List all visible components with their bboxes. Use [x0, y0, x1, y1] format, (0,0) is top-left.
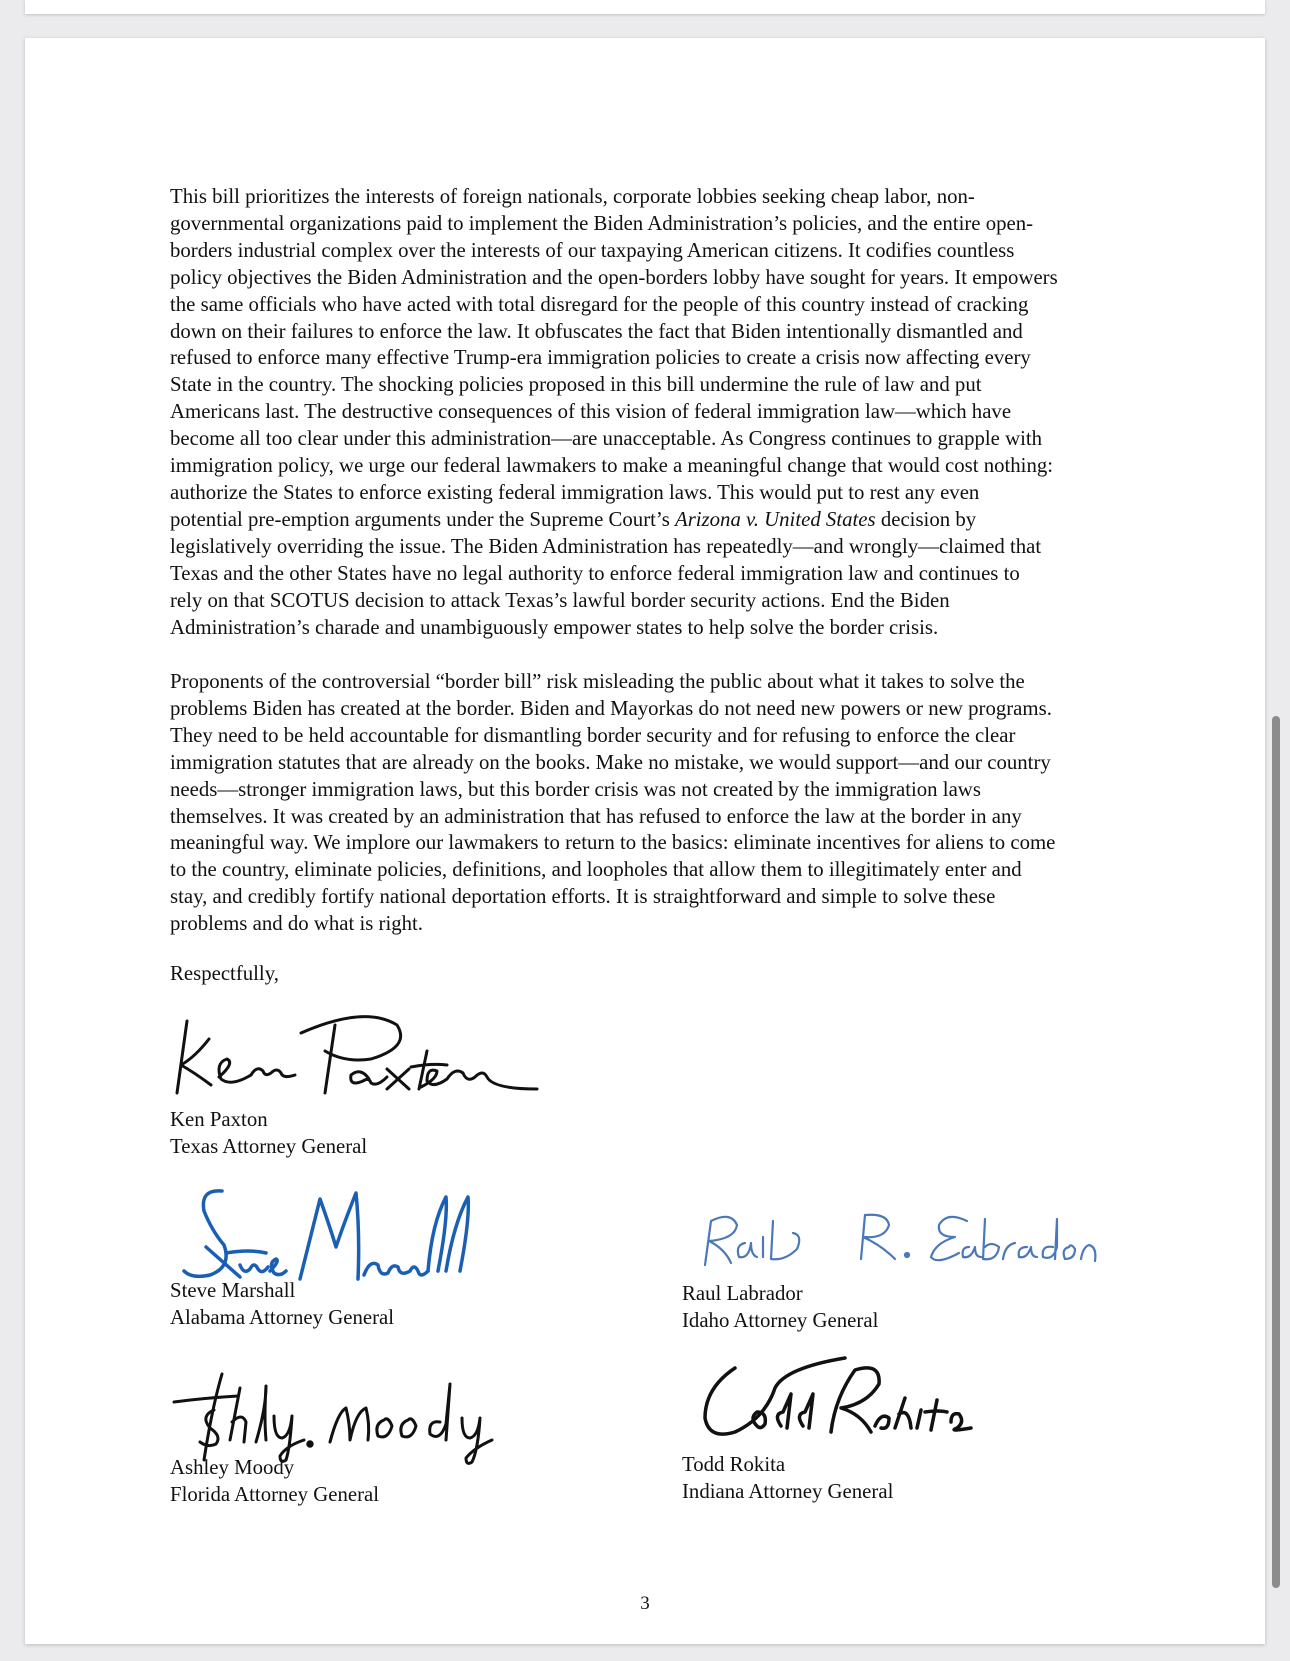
signatory-title: Texas Attorney General — [170, 1135, 368, 1158]
signatory-name: Todd Rokita — [682, 1453, 786, 1476]
paragraph-line: immigration statutes that are already on the books. Make no mistake, we would support—and our country — [170, 750, 1051, 774]
signature-ken-paxton — [165, 993, 545, 1113]
paragraph-line: authorize the States to enforce existing federal immigration laws. This would put to rest any even — [170, 480, 980, 504]
signatory-name: Raul Labrador — [682, 1282, 803, 1305]
case-citation: Arizona v. United States — [674, 507, 876, 531]
paragraph-line: Proponents of the controversial “border bill” risk misleading the public about what it takes to solve the — [170, 670, 1025, 693]
paragraph-1 — [170, 184, 1130, 641]
line-text-before: potential pre-emption arguments under the Supreme Court’s — [170, 507, 675, 531]
vertical-scrollbar[interactable] — [1272, 716, 1280, 1588]
paragraph-line: become all too clear under this administration—are unacceptable. As Congress continues to grapple with — [170, 427, 1043, 451]
paragraph-line: needs—stronger immigration laws, but this border crisis was not created by the immigration laws — [170, 777, 981, 801]
signatory-title: Indiana Attorney General — [682, 1480, 894, 1503]
paragraph-line: policy objectives the Biden Administration and the open-borders lobby have sought for years. It empowers — [170, 265, 1058, 289]
paragraph-line: refused to enforce many effective Trump-era immigration policies to create a crisis now affecting every — [170, 346, 1031, 370]
signatory-name: Ken Paxton — [170, 1108, 268, 1131]
paragraph-line: Texas and the other States have no legal authority to enforce federal immigration law and continues to — [170, 561, 1020, 585]
signatory-block-moody — [170, 1454, 379, 1508]
signatory-title: Alabama Attorney General — [170, 1306, 395, 1329]
signatory-name: Ashley Moody — [170, 1456, 295, 1479]
paragraph-line: problems and do what is right. — [170, 912, 423, 936]
paragraph-line: problems Biden has created at the border. Biden and Mayorkas do not need new powers or new programs. — [170, 696, 1052, 720]
signatory-title: Florida Attorney General — [170, 1483, 380, 1506]
signatory-name: Steve Marshall — [170, 1279, 296, 1302]
paragraph-line: legislatively overriding the issue. The Biden Administration has repeatedly—and wrongly—claimed that — [170, 534, 1042, 558]
paragraph-2 — [170, 669, 1130, 938]
signatory-block-paxton — [170, 1106, 367, 1160]
previous-page-edge — [25, 0, 1265, 14]
signatory-block-marshall — [170, 1277, 394, 1331]
paragraph-line: Americans last. The destructive consequences of this vision of federal immigration law—which have — [170, 400, 1012, 424]
paragraph-line: State in the country. The shocking policies proposed in this bill undermine the rule of law and put — [170, 373, 982, 397]
paragraph-line: borders industrial complex over the interests of our taxpaying American citizens. It codifies countless — [170, 238, 1015, 262]
signature-raul-labrador — [685, 1203, 1105, 1283]
paragraph-line: governmental organizations paid to implement the Biden Administration’s policies, and the entire open- — [170, 211, 1034, 235]
signatory-block-labrador — [682, 1280, 878, 1334]
paragraph-line: rely on that SCOTUS decision to attack Texas’s lawful border security actions. End the Biden — [170, 588, 950, 612]
signature-ashley-moody — [170, 1368, 580, 1468]
paragraph-line-with-case-citation — [170, 507, 1130, 534]
signature-todd-rokita — [695, 1348, 985, 1458]
page-number: 3 — [640, 1593, 650, 1614]
line-text-after: decision by — [875, 507, 977, 531]
paragraph-line: This bill prioritizes the interests of foreign nationals, corporate lobbies seeking cheap labor, non- — [170, 185, 975, 208]
signatory-block-rokita — [682, 1451, 893, 1505]
document-page — [25, 38, 1265, 1644]
paragraph-line: down on their failures to enforce the law. It obfuscates the fact that Biden intentionally dismantled and — [170, 319, 1023, 343]
paragraph-line: Administration’s charade and unambiguously empower states to help solve the border crisis. — [170, 615, 939, 639]
paragraph-line: the same officials who have acted with total disregard for the people of this country instead of cracking — [170, 292, 1029, 316]
paragraph-line: to the country, eliminate policies, definitions, and loopholes that allow them to illegitimately enter and — [170, 858, 1022, 882]
paragraph-line: meaningful way. We implore our lawmakers to return to the basics: eliminate incentives for aliens to come — [170, 831, 1056, 855]
paragraph-line: They need to be held accountable for dismantling border security and for refusing to enforce the clear — [170, 723, 1016, 747]
paragraph-line: stay, and credibly fortify national deportation efforts. It is straightforward and simple to solve these — [170, 885, 996, 909]
paragraph-line: themselves. It was created by an administration that has refused to enforce the law at the border in any — [170, 804, 1022, 828]
closing-salutation: Respectfully, — [170, 962, 279, 985]
paragraph-line: immigration policy, we urge our federal lawmakers to make a meaningful change that would cost nothing: — [170, 454, 1054, 478]
signatory-title: Idaho Attorney General — [682, 1309, 879, 1332]
